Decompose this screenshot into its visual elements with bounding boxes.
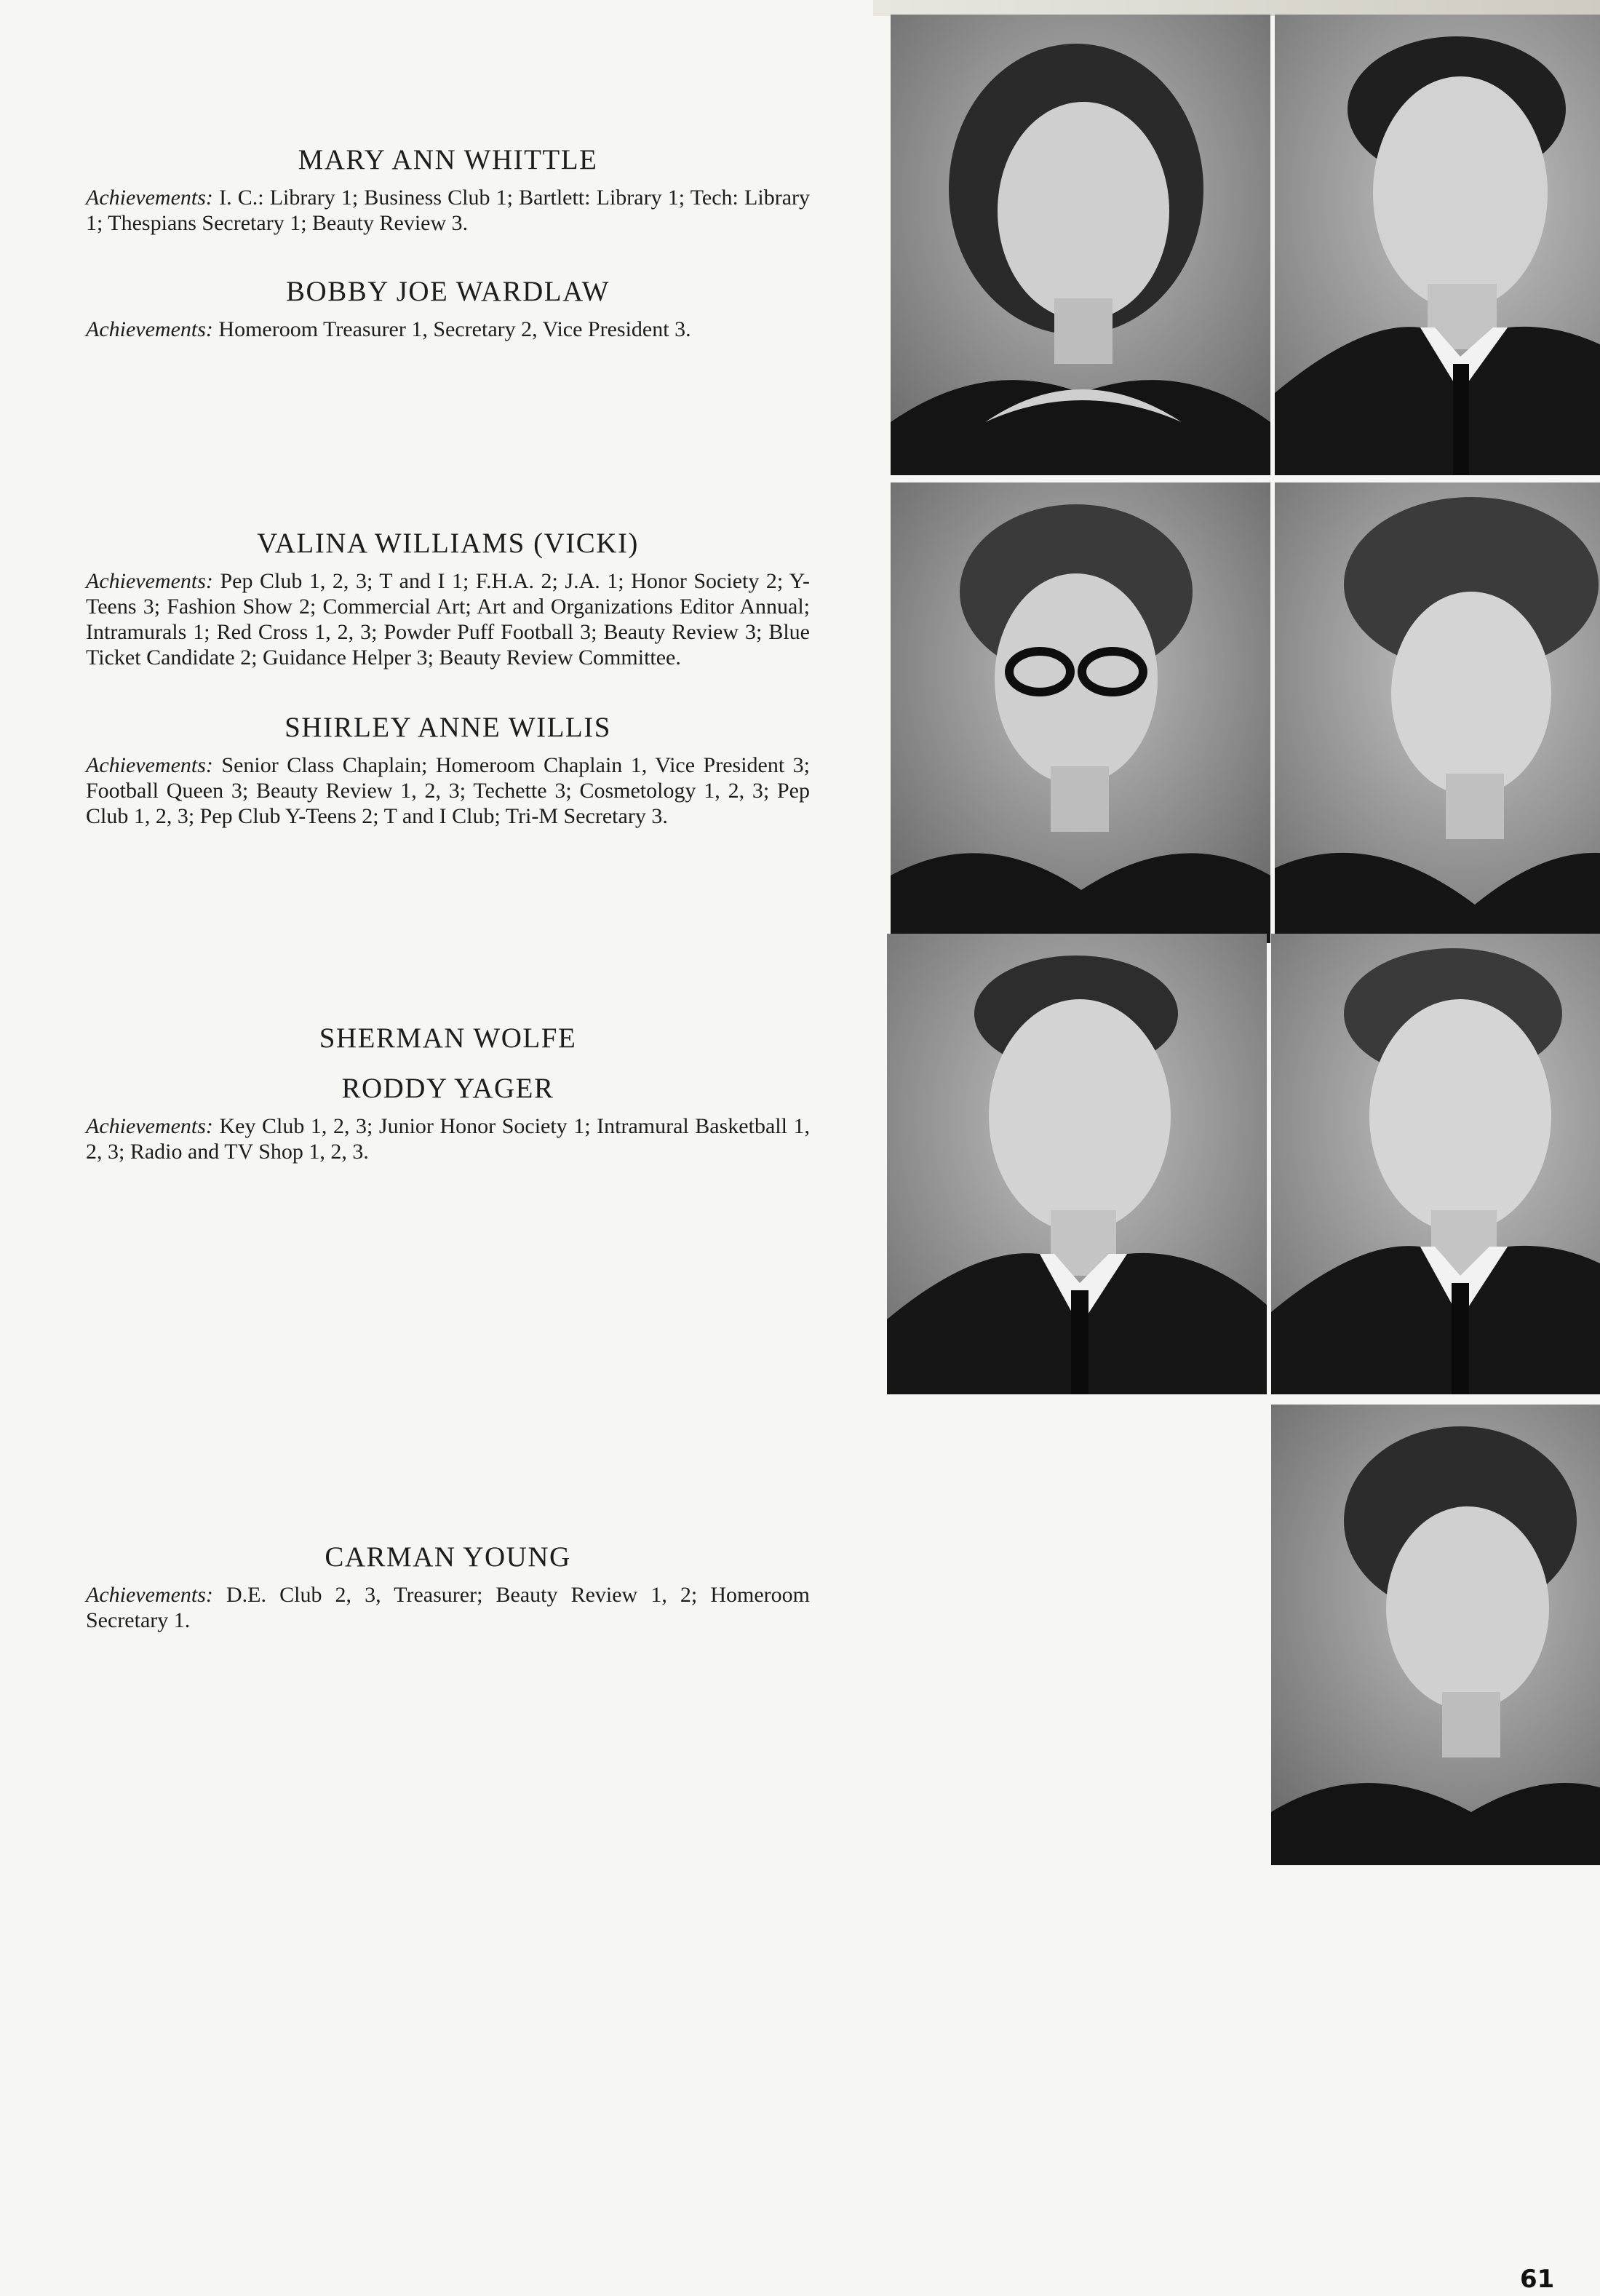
achievements-text (86, 752, 810, 829)
portrait-whittle (891, 15, 1270, 475)
student-name: RODDY YAGER (341, 1073, 554, 1104)
portrait-female-icon (891, 15, 1270, 475)
achievements-text (86, 1582, 810, 1633)
student-name: VALINA WILLIAMS (VICKI) (257, 528, 639, 559)
achievements-list: I. C.: Library 1; Business Club 1; Bartlett: Library 1; Tech: Library 1; Thespians Secretary 1; Beauty Review 3. (86, 186, 811, 235)
portrait-williams (891, 482, 1270, 943)
achievements-text (86, 568, 810, 670)
portrait-female-glasses-icon (891, 482, 1270, 943)
student-name: BOBBY JOE WARDLAW (286, 276, 610, 307)
page-number: 61 (1520, 2265, 1555, 2294)
portrait-male-icon (1271, 934, 1600, 1394)
achievements-label: Achievements: (86, 186, 213, 210)
portrait-wolfe (887, 934, 1267, 1394)
entry-wardlaw (86, 275, 810, 342)
entry-young (86, 1541, 810, 1633)
portrait-male-icon (887, 934, 1267, 1394)
portrait-male-icon (1275, 15, 1600, 475)
student-name: SHERMAN WOLFE (319, 1022, 577, 1054)
student-name: MARY ANN WHITTLE (298, 144, 598, 175)
achievements-list: Homeroom Treasurer 1, Secretary 2, Vice President 3. (218, 317, 691, 341)
entry-williams (86, 527, 810, 670)
student-name: CARMAN YOUNG (325, 1541, 571, 1573)
achievements-label: Achievements: (86, 317, 213, 341)
portrait-young (1271, 1405, 1600, 1865)
entry-willis (86, 711, 810, 829)
achievements-label: Achievements: (86, 1583, 213, 1607)
entry-whittle (86, 143, 810, 236)
portrait-female-icon (1275, 482, 1600, 943)
portrait-female-icon (1271, 1405, 1600, 1865)
portrait-willis (1275, 482, 1600, 943)
page-edge (873, 0, 1600, 16)
portrait-yager (1271, 934, 1600, 1394)
achievements-list: Pep Club 1, 2, 3; T and I 1; F.H.A. 2; J.A. 1; Honor Society 2; Y-Teens 3; Fashion Show 2; Commercial Art; Art and Organizations Editor Annual; Intramurals 1; Red Cross 1, 2, 3; Powder Puff Football 3; Beauty Review 3; Blue Ticket Candidate 2; Guidance Helper 3; Beauty Review Committee. (86, 569, 810, 670)
entry-yager (86, 1072, 810, 1164)
achievements-text (86, 317, 810, 342)
entry-wolfe (86, 1022, 810, 1063)
achievements-label: Achievements: (86, 753, 213, 777)
achievements-list: Key Club 1, 2, 3; Junior Honor Society 1; Intramural Basketball 1, 2, 3; Radio and TV Shop 1, 2, 3. (86, 1114, 810, 1164)
achievements-text (86, 1113, 810, 1164)
student-name: SHIRLEY ANNE WILLIS (284, 712, 611, 743)
portrait-wardlaw (1275, 15, 1600, 475)
achievements-text (86, 185, 810, 236)
achievements-list: Senior Class Chaplain; Homeroom Chaplain 1, Vice President 3; Football Queen 3; Beauty Review 1, 2, 3; Techette 3; Cosmetology 1, 2, 3; Pep Club 1, 2, 3; Pep Club Y-Teens 2; T and I Club; Tri-M Secretary 3. (86, 753, 810, 828)
achievements-label: Achievements: (86, 1114, 213, 1138)
achievements-label: Achievements: (86, 569, 213, 593)
achievements-list: D.E. Club 2, 3, Treasurer; Beauty Review 1, 2; Homeroom Secretary 1. (86, 1583, 810, 1632)
